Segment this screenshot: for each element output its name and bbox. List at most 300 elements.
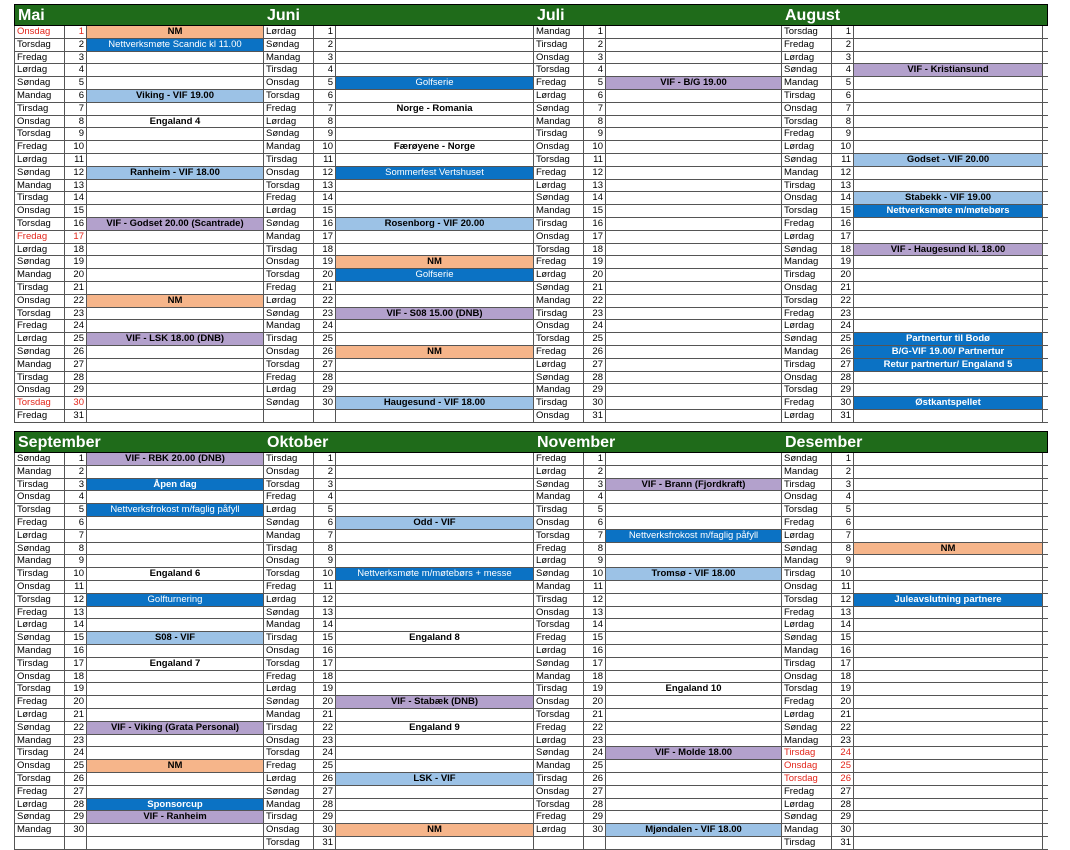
calendar-row xyxy=(14,799,1048,812)
empty-event-cell xyxy=(87,696,264,708)
date-cell: 3 xyxy=(832,479,854,491)
date-cell: 9 xyxy=(832,555,854,567)
empty-event-cell xyxy=(606,760,782,772)
empty-event-cell xyxy=(854,410,1043,422)
weekday-cell: Tirsdag xyxy=(15,568,65,580)
date-cell: 13 xyxy=(832,607,854,619)
weekday-cell: Fredag xyxy=(782,786,832,798)
event-cell: VIF - Brann (Fjordkraft) xyxy=(606,479,782,491)
date-cell: 6 xyxy=(65,90,87,102)
weekday-cell: Lørdag xyxy=(534,466,584,478)
weekday-cell: Mandag xyxy=(782,77,832,89)
empty-event-cell xyxy=(336,799,534,811)
event-cell: Godset - VIF 20.00 xyxy=(854,154,1043,166)
empty-event-cell xyxy=(606,645,782,657)
weekday-cell: Onsdag xyxy=(534,320,584,332)
empty-event-cell xyxy=(336,786,534,798)
weekday-cell: Lørdag xyxy=(264,683,314,695)
date-cell: 12 xyxy=(584,167,606,179)
empty-event-cell xyxy=(606,517,782,529)
date-cell: 6 xyxy=(65,517,87,529)
weekday-cell: Torsdag xyxy=(534,619,584,631)
date-cell: 2 xyxy=(65,39,87,51)
weekday-cell: Mandag xyxy=(534,491,584,503)
date-cell: 7 xyxy=(314,530,336,542)
empty-event-cell xyxy=(87,103,264,115)
date-cell: 27 xyxy=(832,786,854,798)
date-cell: 25 xyxy=(65,760,87,772)
event-cell: VIF - Kristiansund xyxy=(854,64,1043,76)
empty-event-cell xyxy=(87,683,264,695)
weekday-cell: Mandag xyxy=(534,760,584,772)
weekday-cell: Fredag xyxy=(534,722,584,734)
weekday-cell xyxy=(15,837,65,849)
date-cell: 28 xyxy=(314,372,336,384)
date-cell: 3 xyxy=(314,479,336,491)
date-cell: 27 xyxy=(832,359,854,371)
event-cell: VIF - B/G 19.00 xyxy=(606,77,782,89)
date-cell: 18 xyxy=(65,244,87,256)
empty-event-cell xyxy=(606,128,782,140)
weekday-cell: Fredag xyxy=(534,811,584,823)
event-cell: Sponsorcup xyxy=(87,799,264,811)
date-cell: 22 xyxy=(65,722,87,734)
date-cell: 15 xyxy=(314,205,336,217)
date-cell: 17 xyxy=(314,231,336,243)
date-cell: 10 xyxy=(584,568,606,580)
date-cell: 17 xyxy=(832,231,854,243)
weekday-cell: Fredag xyxy=(782,218,832,230)
date-cell: 8 xyxy=(65,116,87,128)
weekday-cell: Onsdag xyxy=(534,696,584,708)
date-cell: 20 xyxy=(314,269,336,281)
event-cell: Odd - VIF xyxy=(336,517,534,529)
empty-event-cell xyxy=(854,372,1043,384)
weekday-cell: Søndag xyxy=(15,167,65,179)
calendar-half-1 xyxy=(14,4,1048,423)
weekday-cell: Tirsdag xyxy=(264,543,314,555)
empty-event-cell xyxy=(854,103,1043,115)
weekday-cell: Søndag xyxy=(782,244,832,256)
weekday-cell: Onsdag xyxy=(782,491,832,503)
empty-event-cell xyxy=(854,256,1043,268)
date-cell: 31 xyxy=(584,410,606,422)
calendar-row xyxy=(14,632,1048,645)
month-header-row xyxy=(14,4,1048,26)
calendar-row xyxy=(14,397,1048,410)
event-cell: Tromsø - VIF 18.00 xyxy=(606,568,782,580)
date-cell: 4 xyxy=(584,491,606,503)
date-cell: 8 xyxy=(832,543,854,555)
weekday-cell: Torsdag xyxy=(264,180,314,192)
calendar-row xyxy=(14,167,1048,180)
empty-event-cell xyxy=(606,709,782,721)
event-cell: S08 - VIF xyxy=(87,632,264,644)
weekday-cell: Søndag xyxy=(264,517,314,529)
empty-event-cell xyxy=(606,64,782,76)
date-cell: 4 xyxy=(314,491,336,503)
weekday-cell: Torsdag xyxy=(15,397,65,409)
weekday-cell: Lørdag xyxy=(534,824,584,836)
weekday-cell: Mandag xyxy=(264,320,314,332)
weekday-cell: Lørdag xyxy=(782,141,832,153)
date-cell: 8 xyxy=(584,543,606,555)
empty-event-cell xyxy=(336,192,534,204)
weekday-cell: Fredag xyxy=(264,372,314,384)
date-cell: 29 xyxy=(584,384,606,396)
weekday-cell: Søndag xyxy=(15,811,65,823)
weekday-cell: Fredag xyxy=(782,397,832,409)
calendar-row xyxy=(14,466,1048,479)
empty-event-cell xyxy=(854,581,1043,593)
calendar-row xyxy=(14,607,1048,620)
date-cell: 26 xyxy=(832,346,854,358)
date-cell: 1 xyxy=(584,453,606,465)
weekday-cell: Mandag xyxy=(15,645,65,657)
weekday-cell: Søndag xyxy=(534,479,584,491)
empty-event-cell xyxy=(336,295,534,307)
calendar-row xyxy=(14,359,1048,372)
date-cell: 19 xyxy=(65,683,87,695)
empty-event-cell xyxy=(87,77,264,89)
empty-event-cell xyxy=(336,333,534,345)
event-cell: Golfserie xyxy=(336,269,534,281)
date-cell: 18 xyxy=(832,244,854,256)
calendar-row xyxy=(14,308,1048,321)
empty-event-cell xyxy=(87,384,264,396)
date-cell: 13 xyxy=(65,607,87,619)
empty-event-cell xyxy=(336,372,534,384)
date-cell: 3 xyxy=(65,479,87,491)
empty-event-cell xyxy=(87,244,264,256)
weekday-cell: Tirsdag xyxy=(782,747,832,759)
empty-event-cell xyxy=(336,607,534,619)
month-title: August xyxy=(785,7,841,24)
empty-event-cell xyxy=(336,244,534,256)
weekday-cell: Tirsdag xyxy=(534,773,584,785)
calendar-row xyxy=(14,555,1048,568)
date-cell: 22 xyxy=(832,722,854,734)
weekday-cell: Torsdag xyxy=(15,683,65,695)
event-cell: NM xyxy=(336,824,534,836)
date-cell: 7 xyxy=(584,103,606,115)
empty-event-cell xyxy=(336,384,534,396)
weekday-cell: Søndag xyxy=(534,568,584,580)
empty-event-cell xyxy=(854,568,1043,580)
weekday-cell: Onsdag xyxy=(782,581,832,593)
calendar-row xyxy=(14,453,1048,466)
weekday-cell: Tirsdag xyxy=(534,683,584,695)
empty-event-cell xyxy=(606,619,782,631)
weekday-cell: Søndag xyxy=(15,453,65,465)
weekday-cell: Lørdag xyxy=(534,645,584,657)
calendar-row xyxy=(14,594,1048,607)
weekday-cell: Mandag xyxy=(534,581,584,593)
calendar-row xyxy=(14,410,1048,423)
empty-event-cell xyxy=(606,320,782,332)
weekday-cell: Onsdag xyxy=(782,282,832,294)
date-cell: 2 xyxy=(314,39,336,51)
calendar-row xyxy=(14,180,1048,193)
empty-event-cell xyxy=(854,504,1043,516)
weekday-cell: Mandag xyxy=(782,555,832,567)
empty-event-cell xyxy=(336,128,534,140)
weekday-cell: Tirsdag xyxy=(264,154,314,166)
empty-event-cell xyxy=(854,671,1043,683)
empty-event-cell xyxy=(854,735,1043,747)
empty-event-cell xyxy=(854,760,1043,772)
date-cell: 17 xyxy=(584,658,606,670)
weekday-cell: Tirsdag xyxy=(15,282,65,294)
date-cell: 16 xyxy=(314,645,336,657)
weekday-cell: Fredag xyxy=(15,786,65,798)
empty-event-cell xyxy=(854,607,1043,619)
date-cell: 4 xyxy=(832,491,854,503)
weekday-cell: Onsdag xyxy=(534,517,584,529)
date-cell: 11 xyxy=(584,154,606,166)
weekday-cell: Mandag xyxy=(782,466,832,478)
empty-event-cell xyxy=(606,658,782,670)
weekday-cell: Mandag xyxy=(782,645,832,657)
date-cell: 10 xyxy=(832,568,854,580)
event-cell: Nettverksfrokost m/faglig påfyll xyxy=(87,504,264,516)
weekday-cell: Mandag xyxy=(782,824,832,836)
empty-event-cell xyxy=(606,154,782,166)
weekday-cell xyxy=(534,837,584,849)
weekday-cell: Onsdag xyxy=(264,555,314,567)
date-cell: 8 xyxy=(65,543,87,555)
event-cell: B/G-VIF 19.00/ Partnertur xyxy=(854,346,1043,358)
event-cell: Mjøndalen - VIF 18.00 xyxy=(606,824,782,836)
date-cell: 5 xyxy=(65,504,87,516)
date-cell xyxy=(314,410,336,422)
weekday-cell: Mandag xyxy=(264,52,314,64)
empty-event-cell xyxy=(854,180,1043,192)
event-cell: VIF - Godset 20.00 (Scantrade) xyxy=(87,218,264,230)
weekday-cell: Mandag xyxy=(15,555,65,567)
date-cell: 1 xyxy=(832,453,854,465)
calendar-row xyxy=(14,581,1048,594)
weekday-cell: Tirsdag xyxy=(782,180,832,192)
date-cell: 7 xyxy=(832,530,854,542)
empty-event-cell xyxy=(336,491,534,503)
empty-event-cell xyxy=(336,64,534,76)
weekday-cell: Søndag xyxy=(15,543,65,555)
date-cell: 4 xyxy=(65,491,87,503)
calendar-row xyxy=(14,26,1048,39)
weekday-cell: Mandag xyxy=(782,346,832,358)
calendar-row xyxy=(14,722,1048,735)
calendar-row xyxy=(14,773,1048,786)
empty-event-cell xyxy=(336,811,534,823)
weekday-cell: Tirsdag xyxy=(782,269,832,281)
calendar-row xyxy=(14,760,1048,773)
date-cell: 23 xyxy=(584,735,606,747)
empty-event-cell xyxy=(606,244,782,256)
date-cell: 16 xyxy=(65,645,87,657)
date-cell xyxy=(584,837,606,849)
month-title: Desember xyxy=(785,434,863,451)
empty-event-cell xyxy=(854,824,1043,836)
empty-event-cell xyxy=(854,837,1043,849)
weekday-cell: Onsdag xyxy=(264,824,314,836)
weekday-cell: Fredag xyxy=(264,760,314,772)
calendar-row xyxy=(14,205,1048,218)
weekday-cell: Søndag xyxy=(534,747,584,759)
date-cell: 14 xyxy=(584,619,606,631)
weekday-cell: Fredag xyxy=(534,632,584,644)
date-cell: 27 xyxy=(65,359,87,371)
weekday-cell: Lørdag xyxy=(264,384,314,396)
date-cell: 18 xyxy=(314,671,336,683)
weekday-cell: Onsdag xyxy=(264,77,314,89)
event-cell: VIF - Viking (Grata Personal) xyxy=(87,722,264,734)
weekday-cell: Mandag xyxy=(15,269,65,281)
weekday-cell: Torsdag xyxy=(782,773,832,785)
date-cell: 29 xyxy=(314,384,336,396)
empty-event-cell xyxy=(606,180,782,192)
weekday-cell: Søndag xyxy=(782,154,832,166)
weekday-cell: Fredag xyxy=(264,192,314,204)
empty-event-cell xyxy=(606,466,782,478)
weekday-cell: Torsdag xyxy=(264,747,314,759)
weekday-cell: Mandag xyxy=(264,530,314,542)
event-cell: Åpen dag xyxy=(87,479,264,491)
date-cell: 9 xyxy=(314,128,336,140)
weekday-cell: Fredag xyxy=(264,282,314,294)
empty-event-cell xyxy=(87,619,264,631)
date-cell: 24 xyxy=(314,320,336,332)
weekday-cell: Onsdag xyxy=(15,205,65,217)
empty-event-cell xyxy=(87,282,264,294)
calendar-row xyxy=(14,218,1048,231)
date-cell: 22 xyxy=(314,295,336,307)
empty-event-cell xyxy=(606,269,782,281)
weekday-cell: Tirsdag xyxy=(15,658,65,670)
calendar-row xyxy=(14,747,1048,760)
empty-event-cell xyxy=(854,320,1043,332)
weekday-cell: Fredag xyxy=(15,320,65,332)
weekday-cell: Torsdag xyxy=(782,504,832,516)
empty-event-cell xyxy=(606,696,782,708)
calendar-row xyxy=(14,128,1048,141)
empty-event-cell xyxy=(87,410,264,422)
weekday-cell: Mandag xyxy=(264,709,314,721)
date-cell: 23 xyxy=(65,308,87,320)
date-cell: 21 xyxy=(65,282,87,294)
calendar-row xyxy=(14,671,1048,684)
date-cell: 24 xyxy=(832,747,854,759)
weekday-cell: Fredag xyxy=(782,517,832,529)
date-cell: 21 xyxy=(314,709,336,721)
event-cell: LSK - VIF xyxy=(336,773,534,785)
empty-event-cell xyxy=(606,52,782,64)
weekday-cell: Torsdag xyxy=(534,530,584,542)
weekday-cell: Torsdag xyxy=(534,709,584,721)
month-title: Mai xyxy=(18,7,45,24)
date-cell: 2 xyxy=(832,466,854,478)
date-cell: 16 xyxy=(65,218,87,230)
date-cell: 12 xyxy=(65,594,87,606)
weekday-cell: Torsdag xyxy=(264,479,314,491)
date-cell: 24 xyxy=(65,747,87,759)
date-cell: 5 xyxy=(65,77,87,89)
weekday-cell: Onsdag xyxy=(264,645,314,657)
date-cell: 10 xyxy=(65,141,87,153)
empty-event-cell xyxy=(606,773,782,785)
empty-event-cell xyxy=(854,141,1043,153)
weekday-cell: Torsdag xyxy=(782,384,832,396)
calendar-row xyxy=(14,517,1048,530)
date-cell: 19 xyxy=(314,256,336,268)
empty-event-cell xyxy=(606,671,782,683)
empty-event-cell xyxy=(606,735,782,747)
calendar-row xyxy=(14,824,1048,837)
weekday-cell: Torsdag xyxy=(15,504,65,516)
date-cell: 22 xyxy=(584,722,606,734)
empty-event-cell xyxy=(87,256,264,268)
weekday-cell: Onsdag xyxy=(782,192,832,204)
date-cell: 1 xyxy=(584,26,606,38)
date-cell: 4 xyxy=(65,64,87,76)
empty-event-cell xyxy=(336,90,534,102)
date-cell: 13 xyxy=(65,180,87,192)
date-cell: 21 xyxy=(832,709,854,721)
weekday-cell: Torsdag xyxy=(534,333,584,345)
date-cell: 9 xyxy=(584,555,606,567)
calendar-row xyxy=(14,103,1048,116)
event-cell: Golfserie xyxy=(336,77,534,89)
empty-event-cell xyxy=(87,607,264,619)
weekday-cell: Fredag xyxy=(534,77,584,89)
empty-event-cell xyxy=(336,52,534,64)
date-cell: 3 xyxy=(832,52,854,64)
empty-event-cell xyxy=(854,384,1043,396)
weekday-cell: Søndag xyxy=(534,658,584,670)
calendar-row xyxy=(14,154,1048,167)
empty-event-cell xyxy=(606,192,782,204)
date-cell: 18 xyxy=(584,244,606,256)
date-cell: 2 xyxy=(65,466,87,478)
empty-event-cell xyxy=(606,282,782,294)
date-cell: 1 xyxy=(832,26,854,38)
weekday-cell: Lørdag xyxy=(534,269,584,281)
empty-event-cell xyxy=(854,269,1043,281)
weekday-cell: Torsdag xyxy=(782,295,832,307)
weekday-cell: Fredag xyxy=(15,517,65,529)
date-cell: 13 xyxy=(832,180,854,192)
empty-event-cell xyxy=(854,479,1043,491)
date-cell: 19 xyxy=(584,256,606,268)
empty-event-cell xyxy=(854,517,1043,529)
weekday-cell: Mandag xyxy=(15,359,65,371)
date-cell: 24 xyxy=(584,747,606,759)
empty-event-cell xyxy=(87,64,264,76)
empty-event-cell xyxy=(854,52,1043,64)
date-cell: 16 xyxy=(832,645,854,657)
empty-event-cell xyxy=(87,141,264,153)
empty-event-cell xyxy=(336,320,534,332)
empty-event-cell xyxy=(854,555,1043,567)
weekday-cell: Tirsdag xyxy=(15,192,65,204)
empty-event-cell xyxy=(606,410,782,422)
weekday-cell: Fredag xyxy=(534,543,584,555)
date-cell: 18 xyxy=(584,671,606,683)
empty-event-cell xyxy=(87,530,264,542)
month-title: September xyxy=(18,434,101,451)
weekday-cell: Torsdag xyxy=(264,837,314,849)
date-cell: 26 xyxy=(584,773,606,785)
